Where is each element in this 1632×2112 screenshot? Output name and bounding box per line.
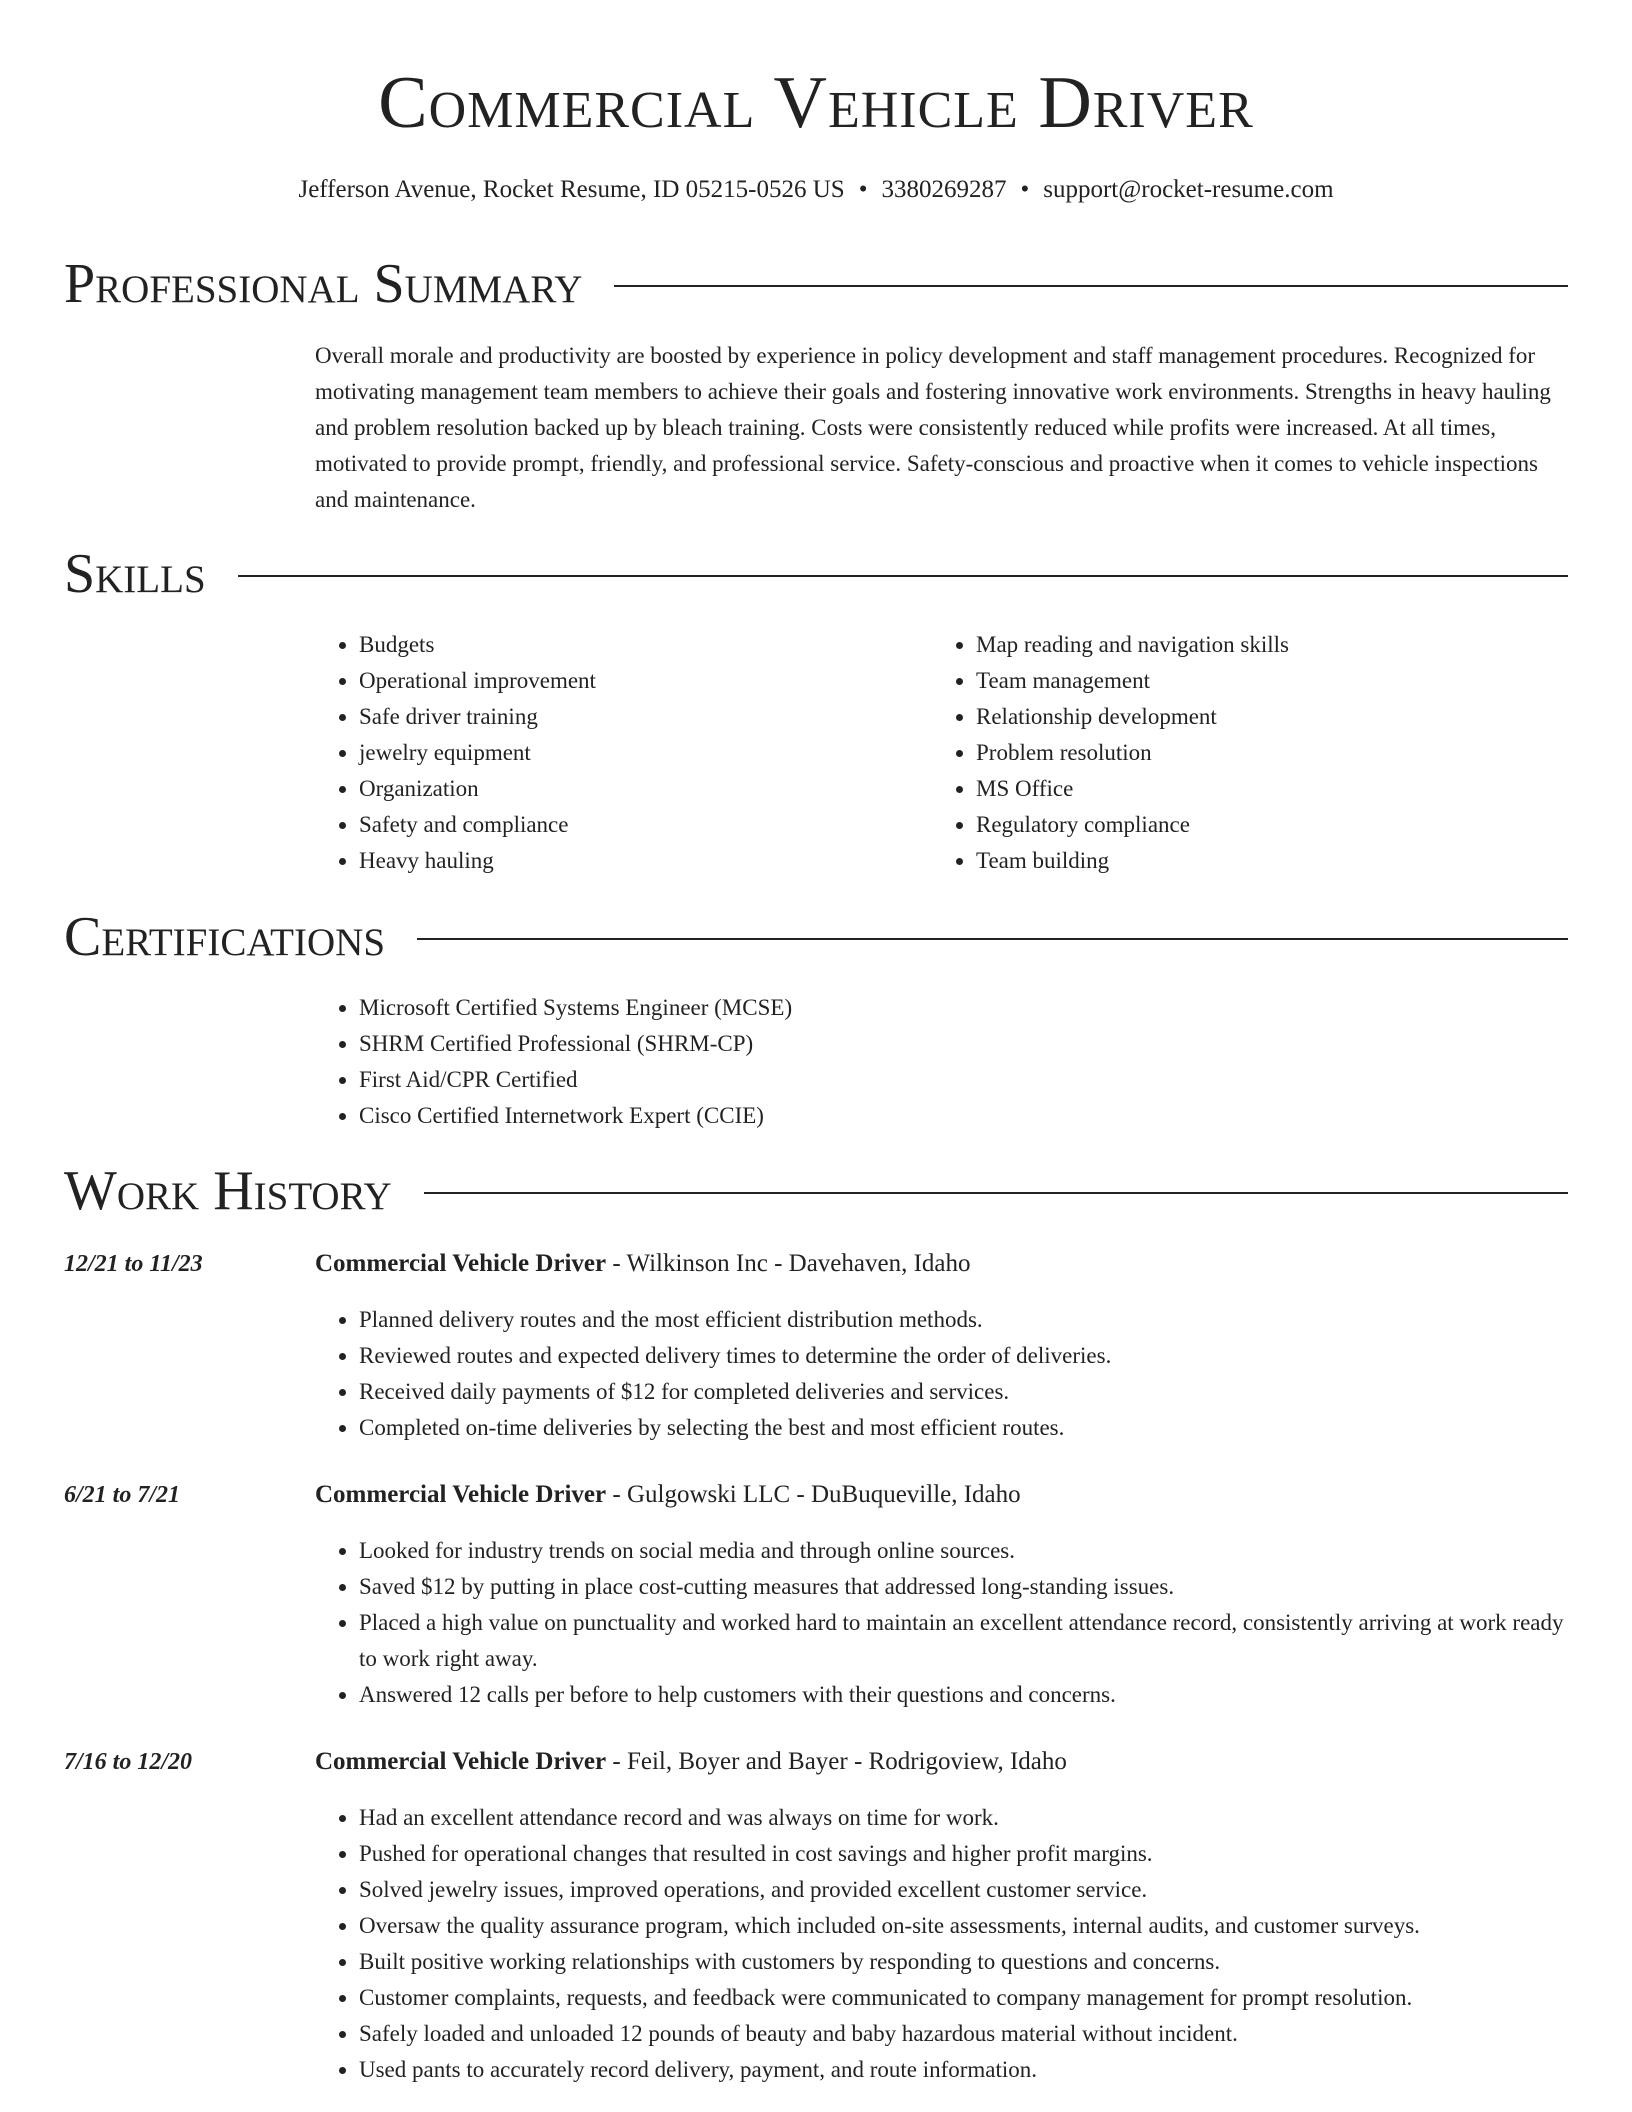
job-duties bbox=[315, 1533, 1565, 1713]
job-duties-list bbox=[315, 1533, 1565, 1713]
job-duties-list bbox=[315, 1302, 1565, 1446]
job-company: - Gulgowski LLC - DuBuqueville, Idaho bbox=[606, 1481, 1021, 1508]
skill-item: • Relationship development bbox=[976, 699, 1512, 735]
section-divider bbox=[417, 938, 1568, 940]
certifications-list bbox=[315, 990, 1515, 1134]
certification-item: • First Aid/CPR Certified bbox=[359, 1062, 1515, 1098]
job-duty-item: • Planned delivery routes and the most efficient distribution methods. bbox=[359, 1302, 1565, 1338]
job-dates: 7/16 to 12/20 bbox=[64, 1749, 193, 1775]
job-duties-list bbox=[315, 1800, 1565, 2088]
skills-right-column bbox=[932, 627, 1512, 879]
skill-item: • Heavy hauling bbox=[359, 843, 895, 879]
skill-item: • jewelry equipment bbox=[359, 735, 895, 771]
skills-title: Skills bbox=[64, 543, 206, 605]
certifications-section-header bbox=[64, 905, 1568, 969]
section-divider bbox=[614, 285, 1568, 287]
job-duty-item: • Solved jewelry issues, improved operations, and provided excellent customer service. bbox=[359, 1872, 1565, 1908]
job-duty-item: • Built positive working relationships with customers by responding to questions and concerns. bbox=[359, 1944, 1565, 1980]
email: support@rocket-resume.com bbox=[1043, 176, 1334, 203]
job-duty-item: • Saved $12 by putting in place cost-cutting measures that addressed long-standing issues. bbox=[359, 1569, 1565, 1605]
skill-item: • Organization bbox=[359, 771, 895, 807]
section-divider bbox=[424, 1192, 1568, 1194]
job-duty-item: • Received daily payments of $12 for completed deliveries and services. bbox=[359, 1374, 1565, 1410]
skills-list-right bbox=[932, 627, 1512, 879]
job-duty-item: • Oversaw the quality assurance program, which included on-site assessments, internal audits, and customer surveys. bbox=[359, 1908, 1565, 1944]
skill-item: • Map reading and navigation skills bbox=[976, 627, 1512, 663]
job-company: - Wilkinson Inc - Davehaven, Idaho bbox=[606, 1250, 971, 1277]
job-duty-item: • Had an excellent attendance record and was always on time for work. bbox=[359, 1800, 1565, 1836]
section-divider bbox=[238, 575, 1568, 577]
skill-item: • Team management bbox=[976, 663, 1512, 699]
certifications-block bbox=[315, 990, 1515, 1134]
certification-item: • Cisco Certified Internetwork Expert (CCIE) bbox=[359, 1098, 1515, 1134]
job-dates: 12/21 to 11/23 bbox=[64, 1251, 203, 1277]
job-heading bbox=[315, 1248, 971, 1280]
job-duty-item: • Looked for industry trends on social media and through online sources. bbox=[359, 1533, 1565, 1569]
job-company: - Feil, Boyer and Bayer - Rodrigoview, Idaho bbox=[606, 1748, 1067, 1775]
certifications-title: Certifications bbox=[64, 906, 386, 968]
job-title: Commercial Vehicle Driver bbox=[315, 1250, 607, 1277]
job-title: Commercial Vehicle Driver bbox=[315, 1748, 607, 1775]
job-duty-item: • Customer complaints, requests, and feedback were communicated to company management for prompt resolution. bbox=[359, 1980, 1565, 2016]
address: Jefferson Avenue, Rocket Resume, ID 05215-0526 US bbox=[298, 176, 845, 203]
job-duty-item: • Pushed for operational changes that resulted in cost savings and higher profit margins. bbox=[359, 1836, 1565, 1872]
job-duties bbox=[315, 1800, 1565, 2088]
skill-item: • Regulatory compliance bbox=[976, 807, 1512, 843]
job-heading bbox=[315, 1746, 1067, 1778]
skill-item: • Problem resolution bbox=[976, 735, 1512, 771]
skills-left-column bbox=[315, 627, 895, 879]
skill-item: • MS Office bbox=[976, 771, 1512, 807]
job-duty-item: • Reviewed routes and expected delivery times to determine the order of deliveries. bbox=[359, 1338, 1565, 1374]
job-duty-item: • Placed a high value on punctuality and worked hard to maintain an excellent attendance record, consistently arriving at work ready to work right away. bbox=[359, 1605, 1565, 1677]
job-dates: 6/21 to 7/21 bbox=[64, 1482, 181, 1508]
job-duty-item: • Answered 12 calls per before to help customers with their questions and concerns. bbox=[359, 1677, 1565, 1713]
job-heading bbox=[315, 1479, 1021, 1511]
skill-item: • Budgets bbox=[359, 627, 895, 663]
work-history-title: Work History bbox=[64, 1160, 392, 1222]
phone: 3380269287 bbox=[881, 176, 1007, 203]
skill-item: • Team building bbox=[976, 843, 1512, 879]
separator: • bbox=[858, 176, 868, 203]
summary-text: Overall morale and productivity are boosted by experience in policy development and staff management procedures. Recognized for motivating management team members to achieve their goals and fostering innovative work environments. Strengths in heavy hauling and problem resolution backed up by bleach training. Costs were consistently reduced while profits were increased. At all times, motivated to provide prompt, friendly, and professional service. Safety-conscious and proactive when it comes to vehicle inspections and maintenance. bbox=[315, 343, 1551, 512]
skill-item: • Operational improvement bbox=[359, 663, 895, 699]
skills-list-left bbox=[315, 627, 895, 879]
job-duty-item: • Completed on-time deliveries by selecting the best and most efficient routes. bbox=[359, 1410, 1565, 1446]
summary-section-header bbox=[64, 252, 1568, 316]
job-duties bbox=[315, 1302, 1565, 1446]
skill-item: • Safety and compliance bbox=[359, 807, 895, 843]
job-title: Commercial Vehicle Driver bbox=[315, 1481, 607, 1508]
separator: • bbox=[1020, 176, 1030, 203]
job-duty-item: • Safely loaded and unloaded 12 pounds of beauty and baby hazardous material without incident. bbox=[359, 2016, 1565, 2052]
contact-line bbox=[0, 174, 1632, 206]
skills-section-header bbox=[64, 542, 1568, 606]
certification-item: • Microsoft Certified Systems Engineer (MCSE) bbox=[359, 990, 1515, 1026]
skill-item: • Safe driver training bbox=[359, 699, 895, 735]
job-duty-item: • Used pants to accurately record delivery, payment, and route information. bbox=[359, 2052, 1565, 2088]
work-history-section-header bbox=[64, 1159, 1568, 1223]
candidate-name: Commercial Vehicle Driver bbox=[378, 62, 1254, 144]
certification-item: • SHRM Certified Professional (SHRM-CP) bbox=[359, 1026, 1515, 1062]
summary-title: Professional Summary bbox=[64, 253, 583, 315]
